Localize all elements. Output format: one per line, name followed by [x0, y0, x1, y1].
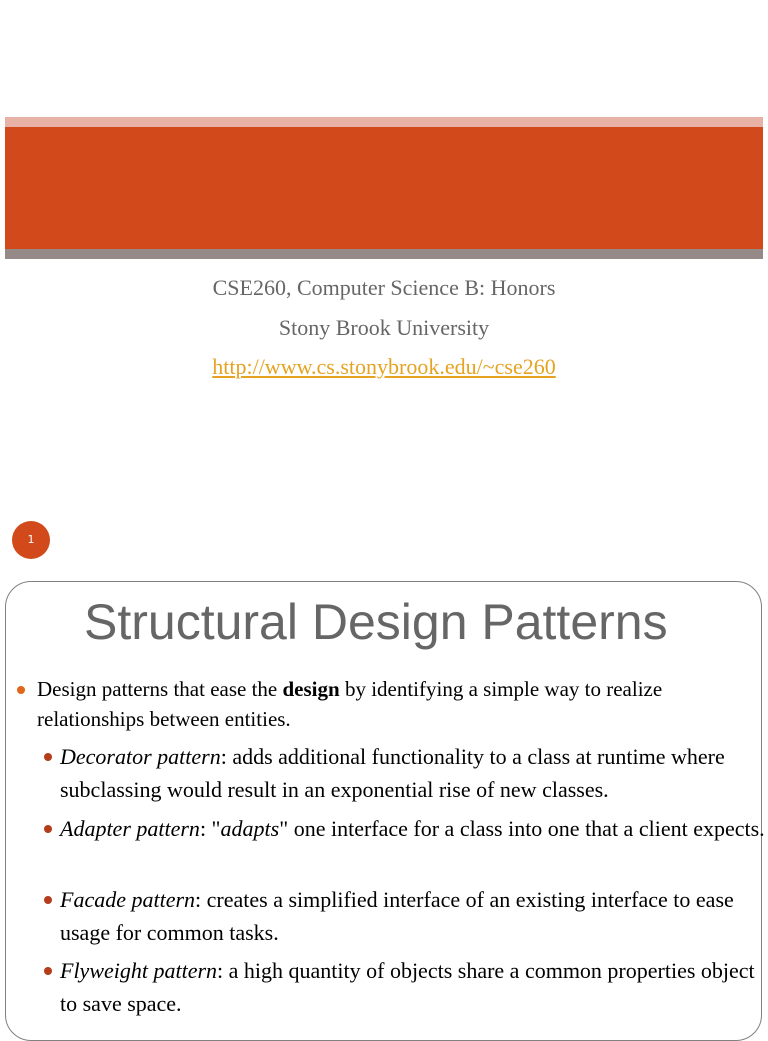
sub-bullet-dot-icon [44, 896, 52, 904]
sub-bullet-dot-icon [44, 967, 52, 975]
list-item [60, 954, 766, 1020]
header-band-bottom [5, 249, 763, 259]
pattern-emphasis: adapts [220, 816, 280, 841]
header-band [5, 127, 763, 249]
pattern-description: : a high quantity of objects share a common properties object to save space. [60, 958, 755, 1016]
pattern-description: : adds additional functionality to a class at runtime where subclassing would result in an exponential rise of new classes. [60, 744, 725, 802]
pattern-name: Facade pattern [60, 887, 196, 912]
pattern-description: " one interface for a class into one that a client expects. [279, 816, 765, 841]
pattern-name: Adapter pattern [60, 816, 200, 841]
pattern-name: Flyweight pattern [60, 958, 218, 983]
bullet-dot-icon [17, 686, 25, 694]
pattern-description-lead: : " [199, 816, 221, 841]
sub-bullet-dot-icon [44, 825, 52, 833]
intro-text-rest: by identifying a simple way to realize relationships between entities. [37, 677, 663, 731]
university-name: Stony Brook University [278, 315, 490, 340]
pattern-name: Decorator pattern [60, 744, 221, 769]
intro-text: Design patterns that ease the [37, 677, 283, 701]
list-item [60, 812, 766, 845]
page-number-badge: 1 [12, 521, 50, 559]
course-url-link[interactable]: http://www.cs.stonybrook.edu/~cse260 [212, 354, 556, 379]
list-item [60, 740, 766, 806]
intro-bullet [37, 674, 747, 734]
slide-title: Structural Design Patterns [84, 594, 668, 650]
list-item [60, 883, 766, 949]
pattern-description: : creates a simplified interface of an existing interface to ease usage for common tasks. [60, 887, 734, 945]
course-line: CSE260, Computer Science B: Honors [212, 275, 556, 300]
header-band-top [5, 117, 763, 127]
intro-bold-text: design [282, 677, 340, 701]
sub-bullet-dot-icon [44, 753, 52, 761]
